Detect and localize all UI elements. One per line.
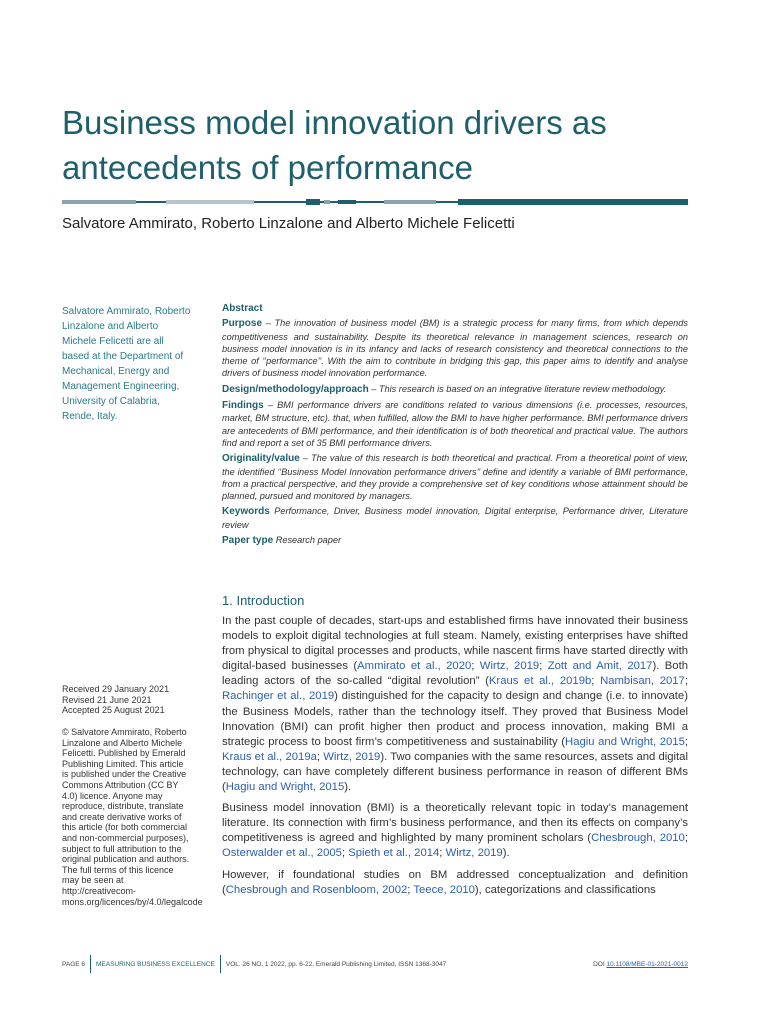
citation-link[interactable]: Hagiu and Wright, 2015 [225,781,345,794]
citation-link[interactable]: Osterwalder et al., 2005 [222,847,342,860]
footer-divider [90,955,91,973]
findings-text: – BMI performance drivers are conditions related to various dimensions (i.e. processes, resources, market, BM structure, etc). that, when fulfilled, allow the BMI to have higher performance. BMI performance drivers are antecedents of BMI performance, and their identification is of both theoretical and practical value. The authors find and report a set of 35 BMI performance drivers. [222,400,688,448]
abstract-originality [222,452,688,502]
para-text: ). [344,781,352,794]
page-number: PAGE 6 [62,960,86,968]
paper-type-label: Paper type [222,535,274,547]
intro-paragraph-3 [222,868,688,898]
para-text: ; [439,847,446,860]
citation-link[interactable]: Ammirato et al., 2020 [357,660,472,673]
intro-paragraph-1 [222,614,688,795]
findings-label: Findings [222,400,264,412]
citation-link[interactable]: Chesbrough, 2010 [591,832,685,845]
author-affiliation: Salvatore Ammirato, Roberto Linzalone and Alberto Michele Felicetti are all based at the Department of Mechanical, Energy and Management Engineering, University of Calabria, Rende, Italy. [62,306,191,422]
citation-link[interactable]: Wirtz, 2019 [323,750,381,763]
para-text: However, if foundational studies on BM addressed conceptualization and definition ( [222,868,688,896]
para-text: ; [684,735,688,748]
para-text: Business model innovation (BMI) is a theoretically relevant topic in today’s management literature. Its connection with firm’s business performance, and then its effects on company’s competitiveness is agreed and highlighted by many prominent scholars ( [222,802,688,845]
para-text: ; [471,660,480,673]
para-text: ; [539,660,548,673]
doi-label: DOI [593,960,607,968]
originality-label: Originality/value [222,453,300,465]
para-text: ), categorizations and classifications [474,883,656,896]
para-text: ). Two companies with the same resources, assets and digital technology, can have completely different business performance in reason of different BMs ( [222,750,688,794]
copyright-notice: © Salvatore Ammirato, Roberto Linzalone and Alberto Michele Felicetti. Published by Emerald Publishing Limited. This article is published under the Creative Commons Attribution (CC BY 4.0) licence. Anyone may reproduce, distribute, translate and create derivative works of this article (for both commercial and non-commercial purposes), subject to full attribution to the original publication and authors. The full terms of this licence may be seen at http://creativecom-mons.org/licences/by/4.0/legalcode [62,727,203,907]
abstract-paper-type [222,534,688,547]
citation-link[interactable]: Nambisan, 2017 [600,675,685,688]
para-text: ; [684,675,688,688]
design-label: Design/methodology/approach [222,383,369,395]
keywords-label: Keywords [222,506,270,518]
journal-name: MEASURING BUSINESS EXCELLENCE [96,960,215,968]
author-list: Salvatore Ammirato, Roberto Linzalone and Alberto Michele Felicetti [62,215,515,232]
title-divider [62,198,688,206]
article-title: Business model innovation drivers as antecedents of performance [62,104,607,186]
intro-paragraph-2 [222,801,688,861]
received-date: Received 29 January 2021 [62,684,170,694]
abstract-heading: Abstract [222,303,263,314]
citation-link[interactable]: Rachinger et al., 2019 [222,690,335,703]
page-footer [62,957,688,971]
citation-link[interactable]: Hagiu and Wright, 2015 [565,735,685,748]
introduction-body [222,614,688,904]
abstract-keywords [222,505,688,531]
para-text: In the past couple of decades, start-ups and established firms have innovated their business models to exploit digital technologies at full steam. Namely, existing enterprises have shifted from physical to digital processes and products, while nascent firms have started directly with digital-based businesses ( [222,615,688,673]
doi-info [593,961,688,968]
para-text: ). Both leading actors of the so-called “digital revolution” ( [222,660,688,688]
doi-link[interactable]: 10.1108/MBE-01-2021-0012 [606,960,688,968]
citation-link[interactable]: Kraus et al., 2019a [222,750,317,763]
paper-type-text: Research paper [273,535,342,546]
originality-text: – The value of this research is both theoretical and practical. From a theoretical point of view, the identified ‘‘Business Model Innovation performance drivers’’ define and identify a variable of BMI performance, from a practical perspective, and they provide a comprehensive set of key conditions whose attainment should be planned, pursued and monitored by managers. [222,453,688,502]
article-history [62,684,202,716]
volume-info: VOL. 26 NO. 1 2022, pp. 6-22, Emerald Publishing Limited, ISSN 1368-3047 [225,960,447,968]
citation-link[interactable]: Zott and Amit, 2017 [547,660,653,673]
abstract-design [222,383,688,396]
citation-link[interactable]: Wirtz, 2019 [479,660,540,673]
keywords-text: Performance, Driver, Business model innovation, Digital enterprise, Performance driver, Literature review [222,506,688,530]
para-text: ; [684,832,688,845]
para-text: ) distinguished for the capacity to design and change (i.e. to innovate) the Business Models, rather than the technology itself. They proved that Business Model Innovation (BMI) can profit higher then product and process innovation, making BMI a strategic process to boost firm’s competitiveness and sustainability ( [222,690,688,748]
purpose-label: Purpose [222,318,263,330]
citation-link[interactable]: Wirtz, 2019 [445,847,503,860]
citation-link[interactable]: Kraus et al., 2019b [488,675,592,688]
footer-divider [220,955,221,973]
abstract-findings [222,399,688,449]
purpose-text: – The innovation of business model (BM) is a strategic process for many firms, from which depends competitiveness and sustainability. Despite its theoretical relevance in management sciences, research on business model innovation is in its infancy and lacks of research consistency and theoretical connections to the theme of ‘‘performance’’. With the aim to contribute in bridging this gap, this paper aims to identify and analyse drivers of business model innovation performance. [222,318,688,379]
citation-link[interactable]: Teece, 2010 [413,883,475,896]
citation-link[interactable]: Spieth et al., 2014 [348,847,440,860]
revised-date: Revised 21 June 2021 [62,694,152,705]
para-text: ; [316,750,324,763]
accepted-date: Accepted 25 August 2021 [62,705,165,716]
para-text: ; [341,847,349,860]
para-text: ; [407,883,414,896]
section-heading-introduction: 1. Introduction [222,593,305,608]
abstract-block [222,303,688,550]
citation-link[interactable]: Chesbrough and Rosenbloom, 2002 [225,883,408,896]
design-text: – This research is based on an integrative literature review methodology. [368,383,667,394]
para-text: ; [591,675,601,688]
para-text: ). [502,847,510,860]
abstract-purpose [222,317,688,379]
